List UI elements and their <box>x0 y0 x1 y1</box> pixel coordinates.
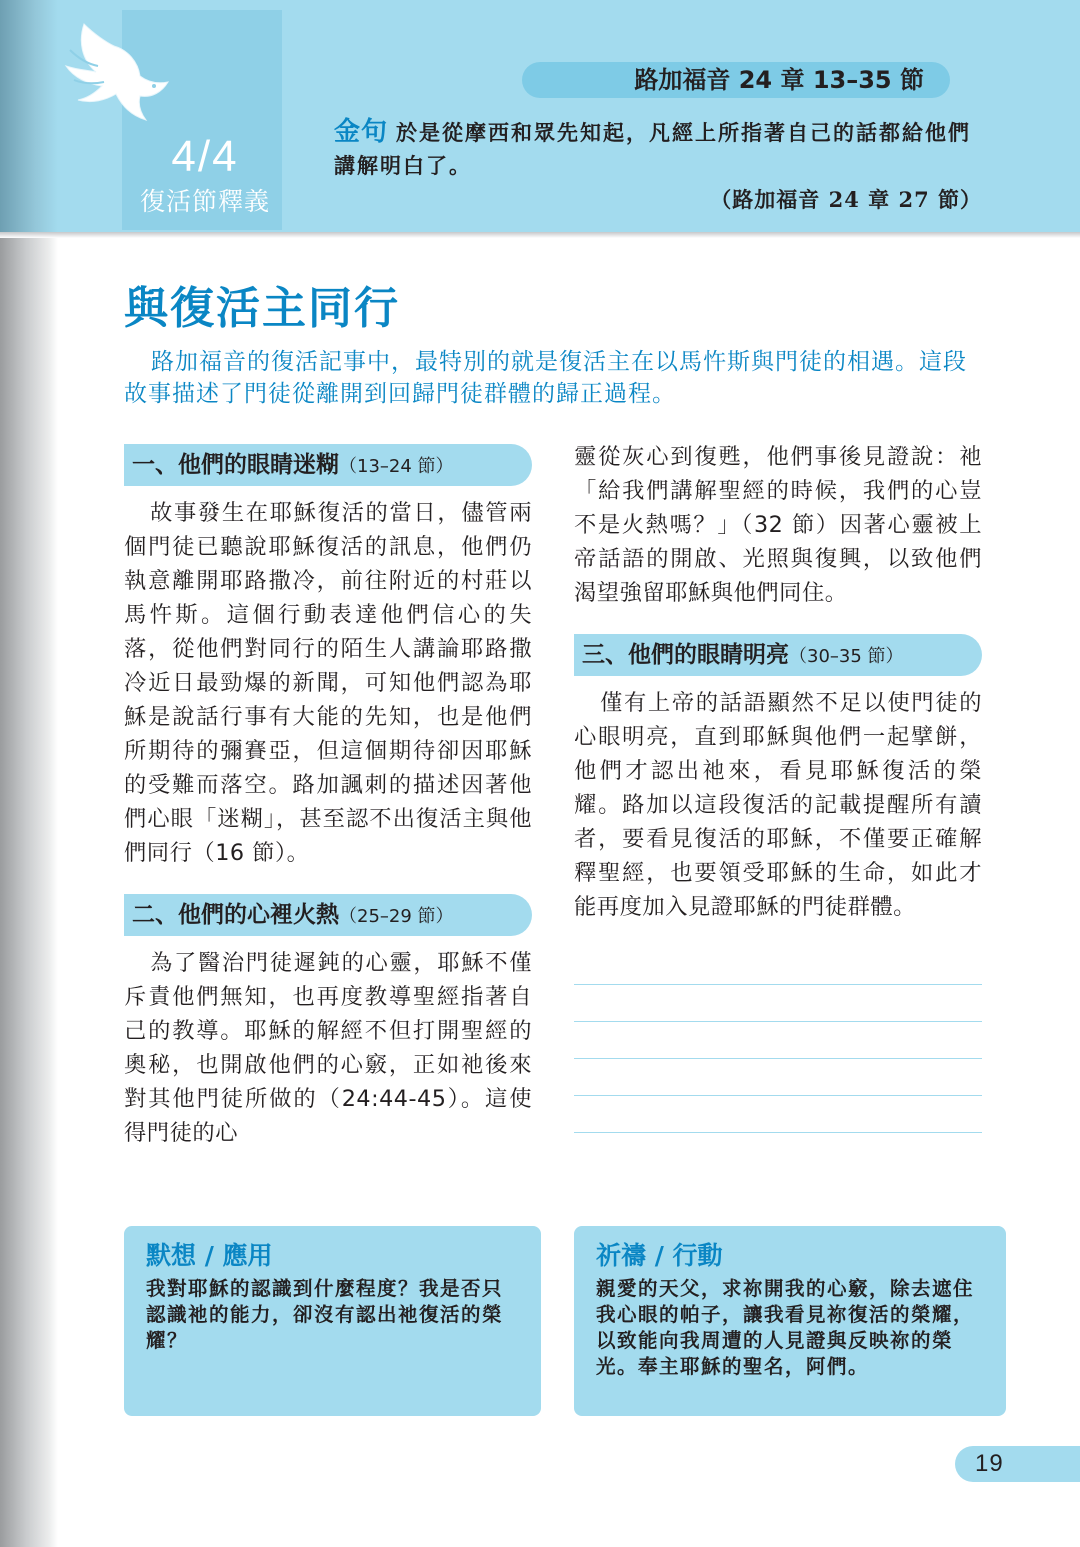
section-heading-1 <box>124 444 532 486</box>
reflection-title: 默想 / 應用 <box>146 1241 273 1270</box>
note-line <box>574 948 982 985</box>
article-intro: 路加福音的復活記事中，最特別的就是復活主在以馬忤斯與門徒的相遇。這段故事描述了門徒從離開到回歸門徒群體的歸正過程。 <box>124 349 967 407</box>
reflection-text: 我對耶穌的認識到什麼程度？我是否只認識祂的能力，卻沒有認出祂復活的榮耀？ <box>146 1277 504 1352</box>
golden-verse-text: 於是從摩西和眾先知起，凡經上所指著自己的話都給他們講解明白了。 <box>334 120 972 178</box>
prayer-text: 親愛的天父，求祢開我的心竅，除去遮住我心眼的帕子，讓我看見祢復活的榮耀，以致能向我周遭的人見證與反映祢的榮光。奉主耶穌的聖名，阿們。 <box>596 1277 975 1378</box>
section-2-paragraph: 為了醫治門徒遲鈍的心靈，耶穌不僅斥責他們無知，也再度教導聖經指著自己的教導。耶穌的解經不但打開聖經的奧秘，也開啟他們的心竅，正如祂後來對其他門徒所做的（24:44-45）。這使得門徒的心 <box>124 950 532 1146</box>
note-line <box>574 985 982 1022</box>
golden-verse-reference: （路加福音 24 章 27 節） <box>710 187 982 212</box>
section-2-paragraph-continued: 靈從灰心到復甦，他們事後見證說：祂「給我們講解聖經的時候，我們的心豈不是火熱嗎？」（32 節）因著心靈被上帝話語的開啟、光照與復興，以致他們渴望強留耶穌與他們同住。 <box>574 444 982 606</box>
left-column <box>124 444 532 1174</box>
header-band <box>0 0 1080 232</box>
golden-verse <box>334 116 984 182</box>
section-heading-1-text: 一、他們的眼睛迷糊 <box>132 452 339 478</box>
right-column <box>574 440 982 1133</box>
prayer-box <box>574 1226 1006 1416</box>
section-heading-2-verse: （25–29 節） <box>339 906 454 927</box>
golden-verse-tag: 金句 <box>334 117 389 147</box>
section-heading-1-verse: （13–24 節） <box>339 456 454 477</box>
section-heading-2 <box>124 894 532 936</box>
week-number: 4/4 <box>171 132 239 181</box>
section-1-paragraph: 故事發生在耶穌復活的當日，儘管兩個門徒已聽說耶穌復活的訊息，他們仍執意離開耶路撒冷，前往附近的村莊以馬忤斯。這個行動表達他們信心的失落，從他們對同行的陌生人講論耶路撒冷近日最勁爆的新聞，可知他們認為耶穌是說話行事有大能的先知，也是他們所期待的彌賽亞，但這個期待卻因耶穌的受難而落空。路加諷刺的描述因著他們心眼「迷糊」，甚至認不出復活主與他們同行（16 節）。 <box>124 500 532 866</box>
section-heading-3-text: 三、他們的眼睛明亮 <box>582 642 789 668</box>
note-lines <box>574 948 982 1133</box>
scripture-reference-pill: 路加福音 24 章 13–35 節 <box>522 62 950 98</box>
note-line <box>574 1059 982 1096</box>
section-3-paragraph: 僅有上帝的話語顯然不足以使門徒的心眼明亮，直到耶穌與他們一起擘餅，他們才認出祂來，看見耶穌復活的榮耀。路加以這段復活的記載提醒所有讀者，要看見復活的耶穌，不僅要正確解釋聖經，也要領受耶穌的生命，如此才能再度加入見證耶穌的門徒群體。 <box>574 690 982 920</box>
section-heading-3-verse: （30–35 節） <box>789 646 904 667</box>
reflection-box <box>124 1226 541 1416</box>
section-heading-3 <box>574 634 982 676</box>
note-line <box>574 1022 982 1059</box>
page-number-tab <box>955 1446 1080 1482</box>
prayer-title: 祈禱 / 行動 <box>596 1241 723 1270</box>
section-heading-2-text: 二、他們的心裡火熱 <box>132 902 339 928</box>
series-label: 復活節釋義 <box>139 187 270 216</box>
note-line <box>574 1096 982 1133</box>
dove-icon <box>48 20 178 150</box>
article-title: 與復活主同行 <box>124 283 400 334</box>
page-number: 19 <box>975 1450 1004 1477</box>
